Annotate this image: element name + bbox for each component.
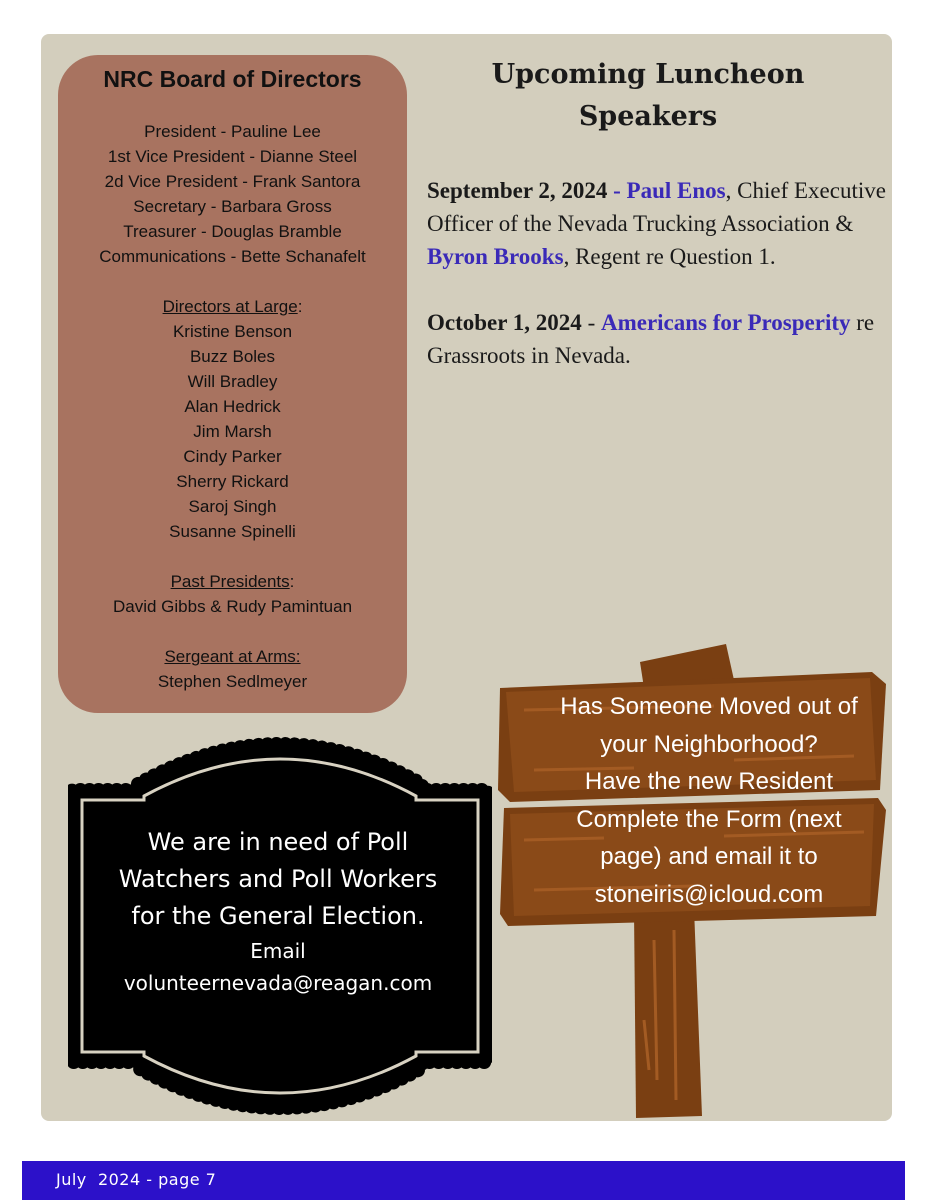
sergeant-name: Stephen Sedlmeyer [157,672,308,691]
page-number: July 2024 - page 7 [56,1170,217,1189]
director-item: Jim Marsh [193,422,272,441]
speakers-title: Upcoming Luncheon Speakers [491,59,805,132]
board-title: NRC Board of Directors [103,66,362,92]
speaker-date: October 1, 2024 [427,310,582,335]
director-item: Will Bradley [187,372,278,391]
director-item: Sherry Rickard [176,472,289,491]
moved-neighbor-message: Has Someone Moved out of your Neighborhood? Have the new Resident Complete the Form (next page) and email it to stoneiris@icloud.com [534,688,884,913]
officer-second-vp: 2d Vice President - Frank Santora [104,172,361,191]
directors-heading: Directors at Large: [162,297,303,316]
speaker-name: Paul Enos [626,178,726,203]
past-presidents-heading: Past Presidents: [170,572,295,591]
speaker-name: Byron Brooks [427,244,564,269]
volunteer-email: volunteernevada@reagan.com [123,971,433,995]
speaker-name: Americans for Prosperity [600,310,851,335]
director-item: Susanne Spinelli [169,522,296,541]
officer-secretary: Secretary - Barbara Gross [133,197,332,216]
officer-first-vp: 1st Vice President - Dianne Steel [107,147,358,166]
speaker-date: September 2, 2024 [427,178,608,203]
sergeant-heading: Sergeant at Arms: [164,647,301,666]
speaker-entry-september: September 2, 2024 - Paul Enos, Chief Executive Officer of the Nevada Trucking Association & Byron Brooks, Regent re Question 1. [427,178,886,269]
officer-treasurer: Treasurer - Douglas Bramble [123,222,342,241]
page-footer [22,1161,905,1200]
past-presidents: David Gibbs & Rudy Pamintuan [112,597,353,616]
speaker-entry-october: October 1, 2024 - Americans for Prosperity re Grassroots in Nevada. [427,310,875,368]
director-item: Cindy Parker [183,447,282,466]
poll-workers-message: We are in need of Poll Watchers and Poll Workers for the General Election. Email volunteernevada@reagan.com [100,824,456,999]
officer-president: President - Pauline Lee [144,122,321,141]
upcoming-speakers [427,54,887,372]
director-item: Alan Hedrick [184,397,281,416]
director-item: Saroj Singh [188,497,277,516]
board-officers [58,119,407,694]
officer-communications: Communications - Bette Schanafelt [99,247,366,266]
director-item: Kristine Benson [172,322,293,341]
board-of-directors-card [58,55,407,713]
contact-email: stoneiris@icloud.com [594,880,824,908]
director-item: Buzz Boles [189,347,276,366]
